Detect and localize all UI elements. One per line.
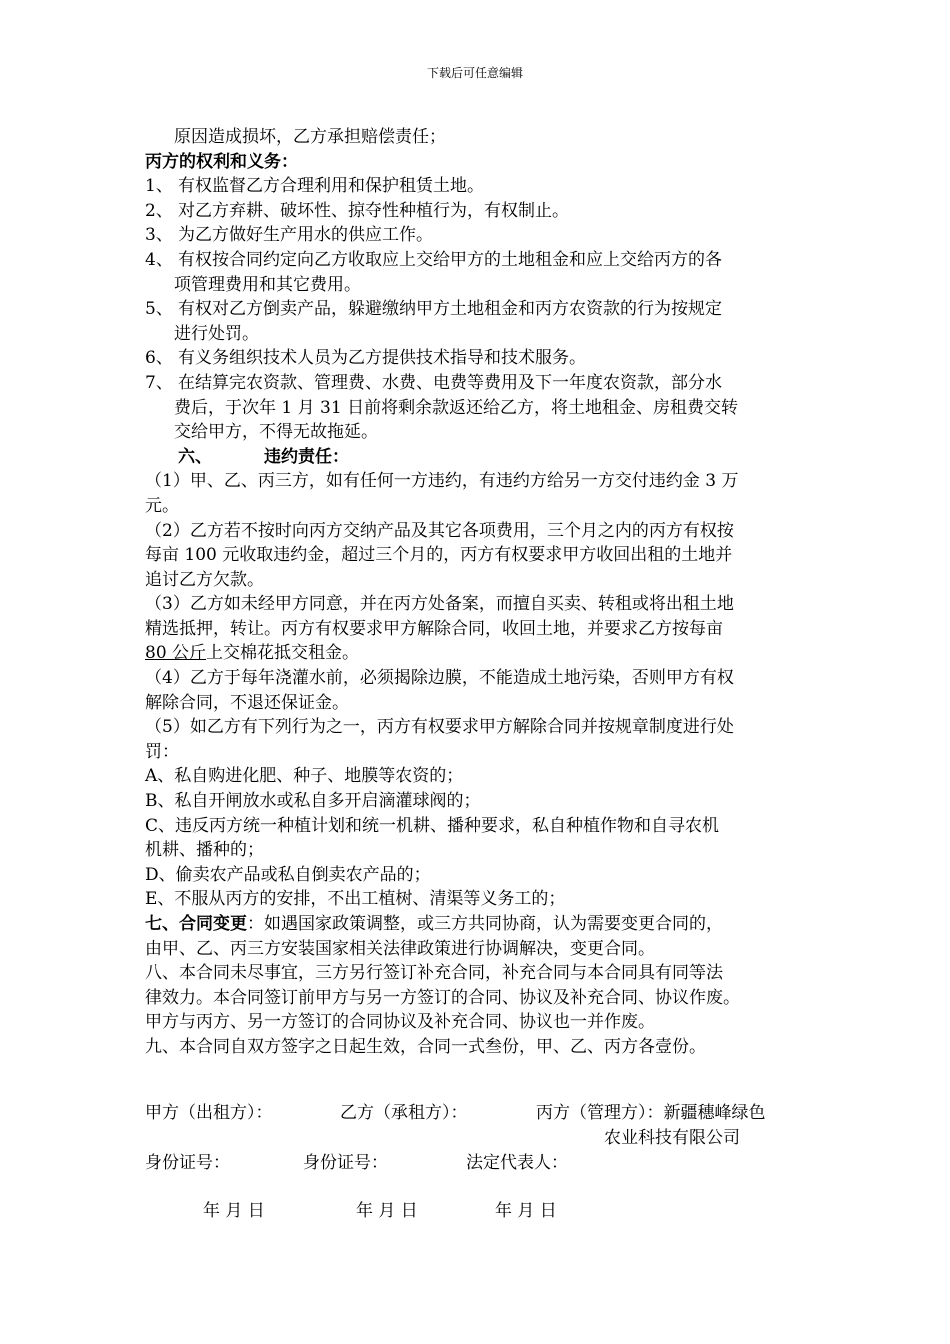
party-c-company: 农业科技有限公司 (604, 1128, 740, 1148)
paragraph: B、私自开闸放水或私自多开启滴灌球阀的； (145, 791, 481, 812)
date-field: 年 月 日 (495, 1201, 557, 1221)
paragraph: E、不服从丙方的安排，不出工植树、清渠等义务工的； (145, 889, 566, 910)
paragraph: C、违反丙方统一种植计划和统一机耕、播种要求，私自种植作物和自寻农机 (145, 815, 720, 836)
paragraph: 元。 (145, 495, 179, 516)
paragraph: 七、合同变更：如遇国家政策调整，或三方共同协商，认为需要变更合同的， (145, 914, 723, 934)
list-item: 2、 对乙方弃耕、破坏性、掠夺性种植行为，有权制止。 (145, 200, 569, 221)
list-item-continued: 交给甲方，不得无故拖延。 (174, 422, 378, 443)
list-item: 4、 有权按合同约定向乙方收取应上交给甲方的土地租金和应上交给丙方的各 (145, 249, 722, 270)
paragraph: D、偷卖农产品或私自倒卖农产品的； (145, 864, 431, 885)
id-number-label: 身份证号： (145, 1153, 230, 1173)
paragraph: 九、本合同自双方签字之日起生效，合同一式叁份，甲、乙、丙方各壹份。 (145, 1036, 706, 1057)
paragraph: 机耕、播种的； (145, 840, 264, 861)
paragraph: 追讨乙方欠款。 (145, 569, 264, 590)
paragraph: A、私自购进化肥、种子、地膜等农资的； (145, 766, 464, 787)
date-field: 年 月 日 (203, 1201, 265, 1221)
paragraph: 精选抵押，转让。丙方有权要求甲方解除合同，收回土地，并要求乙方按每亩 (145, 618, 723, 639)
list-item: 5、 有权对乙方倒卖产品，躲避缴纳甲方土地租金和丙方农资款的行为按规定 (145, 299, 722, 320)
paragraph: （3）乙方如未经甲方同意，并在丙方处备案，而擅自买卖、转租或将出租土地 (145, 594, 734, 615)
paragraph: （5）如乙方有下列行为之一，丙方有权要求甲方解除合同并按规章制度进行处 (145, 717, 734, 738)
paragraph: 甲方与丙方、另一方签订的合同协议及补充合同、协议也一并作废。 (145, 1012, 655, 1033)
list-item: 7、 在结算完农资款、管理费、水费、电费等费用及下一年度农资款，部分水 (145, 372, 722, 393)
party-a-label: 甲方（出租方）： (145, 1103, 273, 1123)
contract-body (145, 125, 825, 1060)
list-item-continued: 费后，于次年 1 月 31 日前将剩余款返还给乙方，将土地租金、房租费交转 (174, 397, 739, 418)
list-item-continued: 进行处罚。 (174, 323, 259, 344)
section-heading: 六、 违约责任： (178, 446, 349, 467)
paragraph: 80 公斤上交棉花抵交租金。 (145, 643, 360, 664)
list-item: 1、 有权监督乙方合理利用和保护租赁土地。 (145, 176, 484, 197)
date-field: 年 月 日 (356, 1201, 418, 1221)
list-item: 6、 有义务组织技术人员为乙方提供技术指导和技术服务。 (145, 348, 586, 369)
id-number-label: 身份证号： (303, 1153, 388, 1173)
paragraph: （1）甲、乙、丙三方，如有任何一方违约，有违约方给另一方交付违约金 3 万 (145, 471, 739, 492)
paragraph: 由甲、乙、丙三方安装国家相关法律政策进行协调解决，变更合同。 (145, 938, 655, 959)
list-item-continued: 项管理费用和其它费用。 (174, 274, 361, 295)
paragraph: 解除合同，不退还保证金。 (145, 692, 349, 713)
page-header: 下载后可任意编辑 (426, 66, 523, 80)
paragraph: 八、本合同未尽事宜，三方另行签订补充合同，补充合同与本合同具有同等法 (145, 963, 723, 984)
paragraph: 律效力。本合同签订前甲方与另一方签订的合同、协议及补充合同、协议作废。 (145, 987, 740, 1008)
party-c-label: 丙方（管理方）：新疆穗峰绿色 (536, 1103, 766, 1123)
section-heading: 七、合同变更 (145, 914, 247, 934)
paragraph: 每亩 100 元收取违约金，超过三个月的，丙方有权要求甲方收回出租的土地并 (145, 545, 733, 566)
list-item: 3、 为乙方做好生产用水的供应工作。 (145, 225, 433, 246)
underlined-text: 80 公斤 (145, 643, 207, 664)
paragraph: 罚： (145, 741, 179, 762)
section-heading: 丙方的权利和义务： (145, 151, 298, 172)
paragraph: 原因造成损坏，乙方承担赔偿责任； (174, 127, 446, 147)
paragraph: （2）乙方若不按时向丙方交纳产品及其它各项费用，三个月之内的丙方有权按 (145, 520, 734, 541)
party-b-label: 乙方（承租方）： (340, 1103, 468, 1123)
paragraph: （4）乙方于每年浇灌水前，必须揭除边膜，不能造成土地污染，否则甲方有权 (145, 668, 734, 689)
legal-representative-label: 法定代表人： (466, 1153, 568, 1173)
